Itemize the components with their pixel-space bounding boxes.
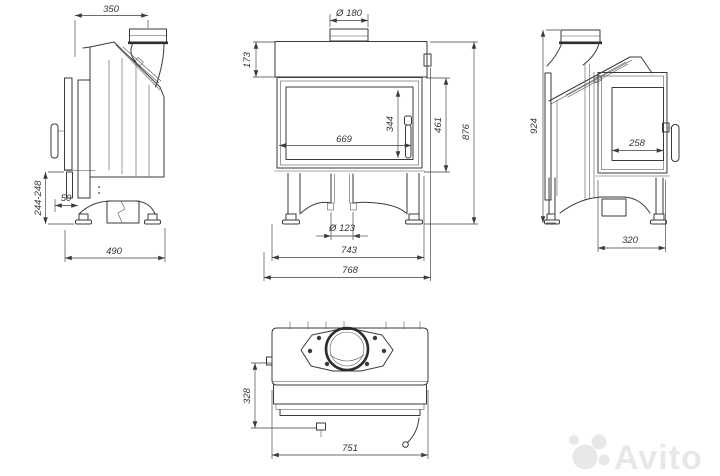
- dim-front-door-height: 461: [433, 117, 444, 133]
- dim-front-hood-height: 173: [242, 52, 253, 68]
- dim-right-base-depth: 320: [622, 235, 638, 246]
- hood-front: [275, 42, 427, 78]
- flue-outlet-top: [326, 328, 368, 370]
- dim-front-glass-width: 669: [336, 134, 352, 145]
- dim-top-body-width: 751: [342, 443, 358, 454]
- left-side-view: [33, 4, 168, 262]
- dim-front-body-width: 743: [341, 245, 357, 256]
- dim-left-top-width: 350: [103, 4, 119, 15]
- watermark-brand: Avito: [614, 439, 703, 476]
- flue-stub-front: [330, 29, 368, 41]
- side-glass-right: [612, 88, 664, 161]
- door-handle-left: [51, 124, 58, 158]
- dim-front-flue-diameter: Ø 180: [336, 8, 362, 19]
- dim-left-back-height: 244-248: [33, 180, 44, 216]
- dim-left-depth: 490: [106, 246, 122, 257]
- dim-right-side-glass-width: 258: [629, 138, 645, 149]
- dim-top-body-depth: 328: [242, 388, 253, 404]
- dim-right-total-height: 924: [529, 118, 540, 134]
- dim-left-foot-offset: 50: [60, 193, 72, 204]
- dim-front-total-height: 876: [461, 124, 472, 140]
- dim-front-intake-diameter: Ø 123: [329, 223, 355, 234]
- door-latch-front: [405, 116, 412, 125]
- dim-front-glass-height: 344: [385, 116, 396, 132]
- top-view: [242, 322, 428, 460]
- front-view: [242, 8, 478, 281]
- watermark: [569, 435, 703, 476]
- dim-front-total-width: 768: [342, 265, 358, 276]
- avito-logo-icon: [573, 445, 598, 470]
- right-side-view: [529, 30, 679, 252]
- door-handle-right: [672, 125, 680, 162]
